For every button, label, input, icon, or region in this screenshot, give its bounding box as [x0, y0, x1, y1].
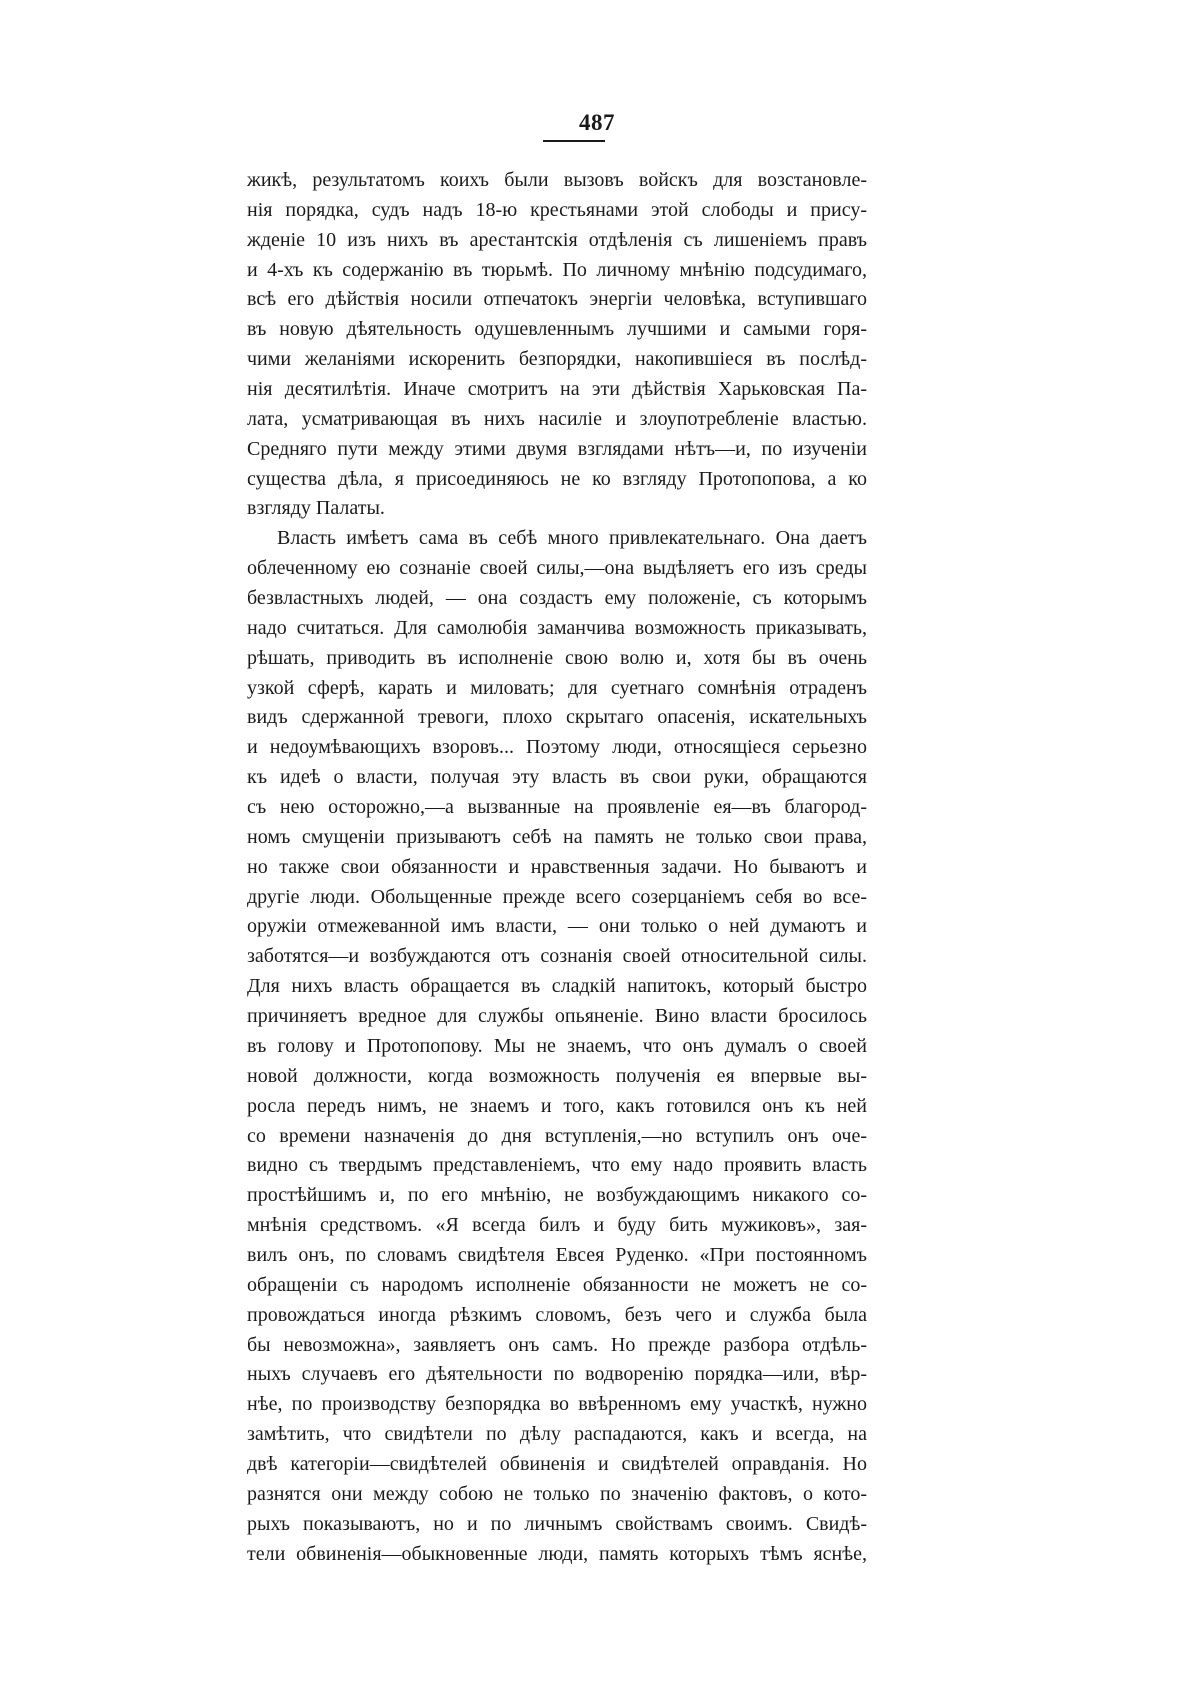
body-text [247, 166, 867, 1569]
text-line: другіе люди. Обольщенные прежде всего созерцаніемъ себя во все- [247, 885, 867, 908]
text-line: заботятся—и возбуждаются отъ сознанія своей относительной силы. [247, 945, 867, 968]
text-line: двѣ категоріи—свидѣтелей обвиненія и свидѣтелей оправданія. Но [247, 1452, 867, 1475]
text-line: въ новую дѣятельность одушевленнымъ лучшими и самыми горя- [247, 318, 867, 341]
text-line: провождаться иногда рѣзкимъ словомъ, безъ чего и служба была [247, 1303, 867, 1326]
text-line: мнѣнія средствомъ. «Я всегда билъ и буду бить мужиковъ», зая- [247, 1214, 867, 1237]
text-line: и недоумѣвающихъ взоровъ... Поэтому люди, относящіеся серьезно [247, 736, 867, 759]
text-line: видно съ твердымъ представленіемъ, что ему надо проявить власть [247, 1154, 867, 1177]
text-line: ныхъ случаевъ его дѣятельности по водворенію порядка—или, вѣр- [247, 1363, 867, 1386]
text-line: нѣе, по производству безпорядка во ввѣренномъ ему участкѣ, нужно [247, 1393, 867, 1416]
text-line: Для нихъ власть обращается въ сладкій напитокъ, который быстро [247, 975, 867, 998]
text-line: со времени назначенія до дня вступленія,—но вступилъ онъ оче- [247, 1124, 867, 1147]
paragraph-1 [247, 166, 867, 524]
text-line: рыхъ показываютъ, но и по личнымъ свойствамъ своимъ. Свидѣ- [247, 1512, 867, 1535]
text-line: но также свои обязанности и нравственныя задачи. Но бываютъ и [247, 855, 867, 878]
text-line: видъ сдержанной тревоги, плохо скрытаго опасенія, искательныхъ [247, 706, 867, 729]
text-line: чими желаніями искоренить безпорядки, накопившіеся въ послѣд- [247, 348, 867, 371]
text-line: узкой сферѣ, карать и миловать; для суетнаго сомнѣнія отраденъ [247, 676, 867, 699]
text-line: номъ смущеніи призываютъ себѣ на память не только свои права, [247, 825, 867, 848]
text-line: всѣ его дѣйствія носили отпечатокъ энергіи человѣка, вступившаго [247, 288, 867, 311]
text-line: разнятся они между собою не только по значенію фактовъ, о кото- [247, 1482, 867, 1505]
paragraph-2 [247, 524, 867, 1569]
text-line: замѣтить, что свидѣтели по дѣлу распадаются, какъ и всегда, на [247, 1423, 867, 1446]
text-line: новой должности, когда возможность полученія ея впервые вы- [247, 1064, 867, 1087]
text-line: безвластныхъ людей, — она создастъ ему положеніе, съ которымъ [247, 587, 867, 610]
text-line: росла передъ нимъ, не знаемъ и того, какъ готовился онъ къ ней [247, 1094, 867, 1117]
text-line: къ идеѣ о власти, получая эту власть въ свои руки, обращаются [247, 766, 867, 789]
text-line: причиняетъ вредное для службы опьяненіе. Вино власти бросилось [247, 1005, 867, 1028]
text-line: жикѣ, результатомъ коихъ были вызовъ войскъ для возстановле- [247, 169, 867, 191]
text-line: нія десятилѣтія. Иначе смотритъ на эти дѣйствія Харьковская Па- [247, 378, 867, 401]
page-number: 487 [579, 110, 615, 135]
text-line: бы невозможна», заявляетъ онъ самъ. Но прежде разбора отдѣль- [247, 1333, 867, 1356]
text-line: существа дѣла, я присоединяюсь не ко взгляду Протопопова, а ко [247, 467, 867, 490]
text-line: простѣйшимъ и, по его мнѣнію, не возбуждающимъ никакого со- [247, 1184, 867, 1207]
text-line: лата, усматривающая въ нихъ насиліе и злоупотребленіе властью. [247, 407, 867, 430]
text-line: тели обвиненія—обыкновенные люди, память которыхъ тѣмъ яснѣе, [247, 1542, 867, 1565]
text-line: жденіе 10 изъ нихъ въ арестантскія отдѣленія съ лишеніемъ правъ [247, 228, 867, 251]
text-line: надо считаться. Для самолюбія заманчива возможность приказывать, [247, 616, 867, 639]
text-line: и 4-хъ къ содержанію въ тюрьмѣ. По личному мнѣнію подсудимаго, [247, 258, 867, 281]
page-number-rule [543, 140, 605, 142]
text-line: въ голову и Протопопову. Мы не знаемъ, что онъ думалъ о своей [247, 1034, 867, 1057]
text-line: вилъ онъ, по словамъ свидѣтеля Евсея Руденко. «При постоянномъ [247, 1243, 867, 1266]
text-line: Власть имѣетъ сама въ себѣ много привлекательнаго. Она даетъ [277, 527, 867, 550]
text-line: нія порядка, судъ надъ 18-ю крестьянами этой слободы и прису- [247, 198, 867, 221]
text-line: взгляду Палаты. [247, 497, 385, 520]
text-line: оружіи отмежеванной имъ власти, — они только о ней думаютъ и [247, 915, 867, 938]
text-line: облеченному ею сознаніе своей силы,—она выдѣляетъ его изъ среды [247, 557, 867, 580]
text-line: обращеніи съ народомъ исполненіе обязанности не можетъ не со- [247, 1273, 867, 1296]
text-line: Средняго пути между этими двумя взглядами нѣтъ—и, по изученіи [247, 437, 867, 460]
text-line: съ нею осторожно,—а вызванные на проявленіе ея—въ благород- [247, 796, 867, 819]
text-line: рѣшать, приводить въ исполненіе свою волю и, хотя бы въ очень [247, 646, 867, 669]
